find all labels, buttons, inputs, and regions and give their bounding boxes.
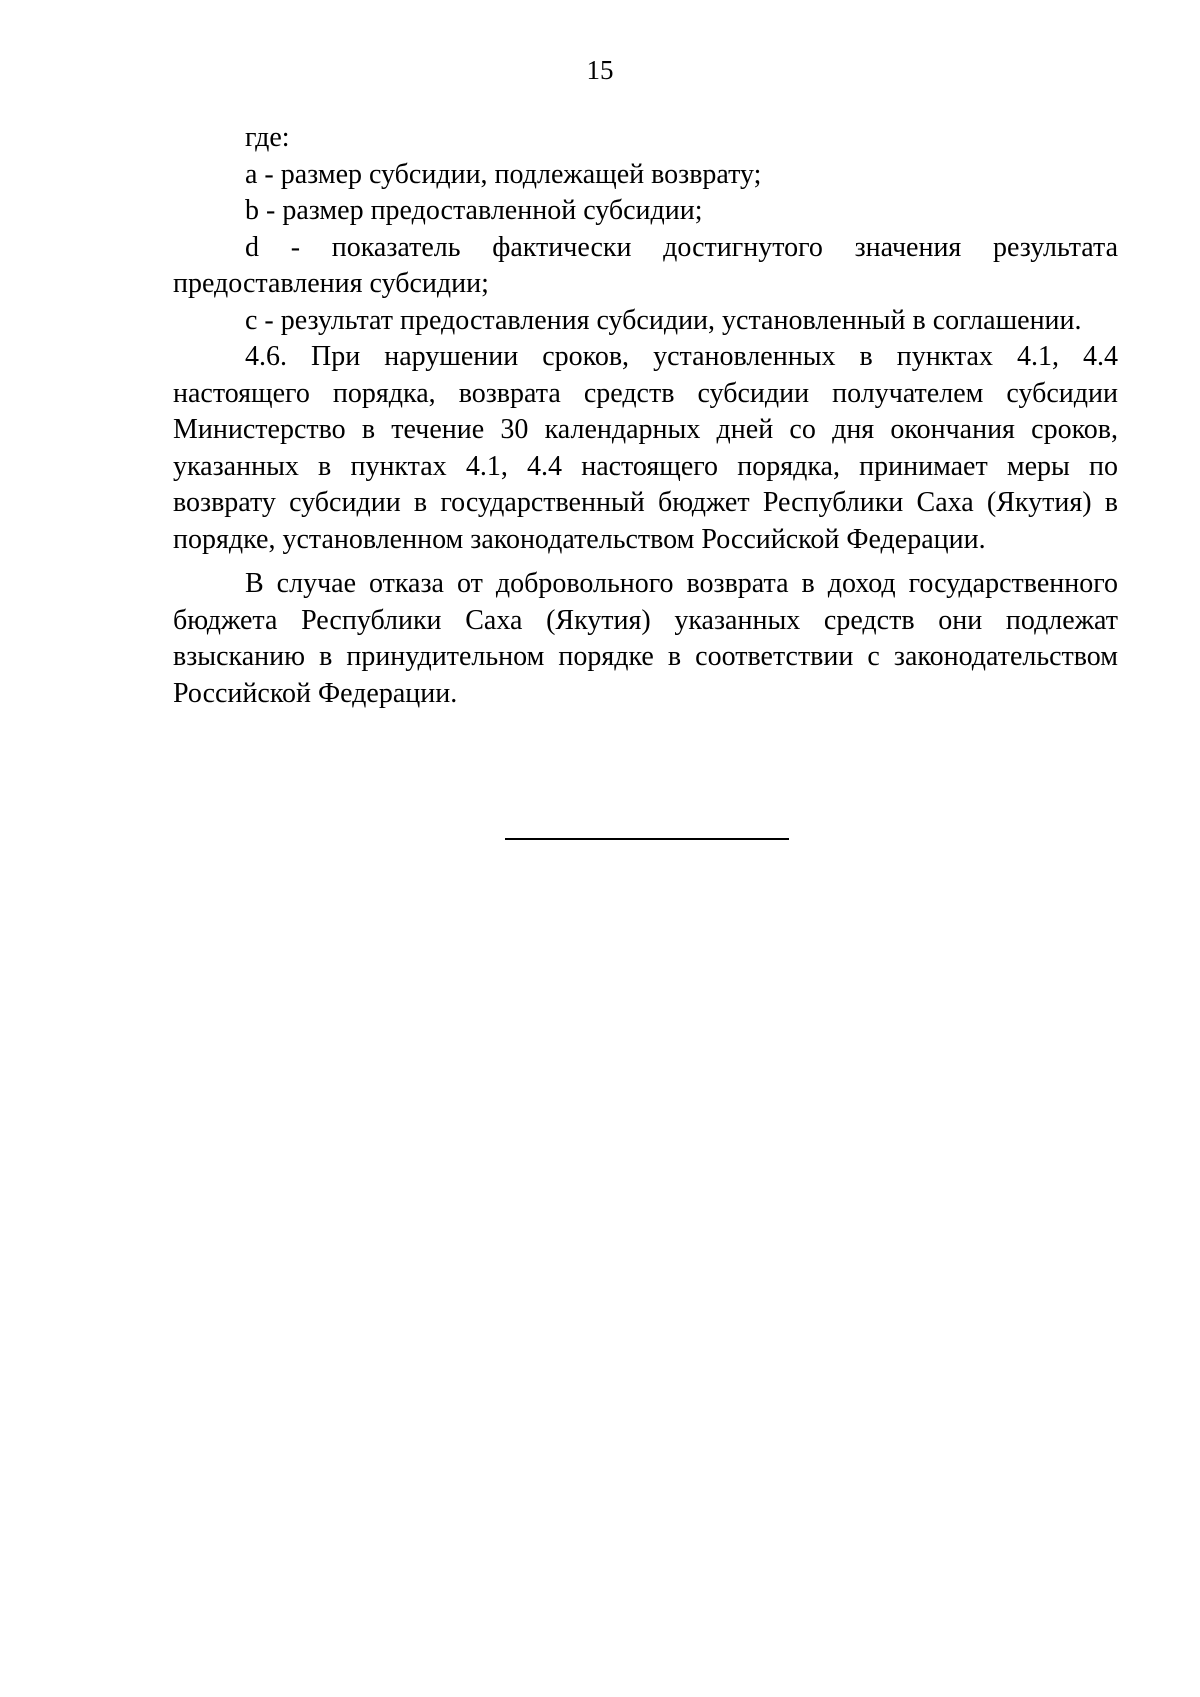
- paragraph-definition-b: b - размер предоставленной субсидии;: [245, 195, 703, 226]
- paragraph-where: где:: [245, 122, 290, 153]
- paragraph-definition-d: d - показатель фактически достигнутого значения результата предоставления субсидии;: [173, 231, 1118, 299]
- paragraph-definition-c: с - результат предоставления субсидии, установленный в соглашении.: [245, 304, 1082, 336]
- paragraph-definition-a: а - размер субсидии, подлежащей возврату;: [245, 158, 762, 190]
- page-number: 15: [586, 55, 614, 85]
- paragraph-clause-4-6: 4.6. При нарушении сроков, установленных в пунктах 4.1, 4.4 настоящего порядка, возврата средств субсидии получателем субсидии Министерство в течение 30 календарных дней со дня окончания сроков, указанных в пунктах 4.1, 4.4 настоящего порядка, принимает меры по возврату субсидии в государственный бюджет Республики Саха (Якутия) в порядке, установленном законодательством Российской Федерации.: [173, 341, 1118, 555]
- document-body: [173, 120, 1118, 712]
- end-divider-line: [505, 838, 789, 840]
- paragraph-refusal: В случае отказа от добровольного возврата в доход государственного бюджета Республики Саха (Якутия) указанных средств они подлежат взысканию в принудительном порядке в соответствии с законодательством Российской Федерации.: [173, 568, 1118, 709]
